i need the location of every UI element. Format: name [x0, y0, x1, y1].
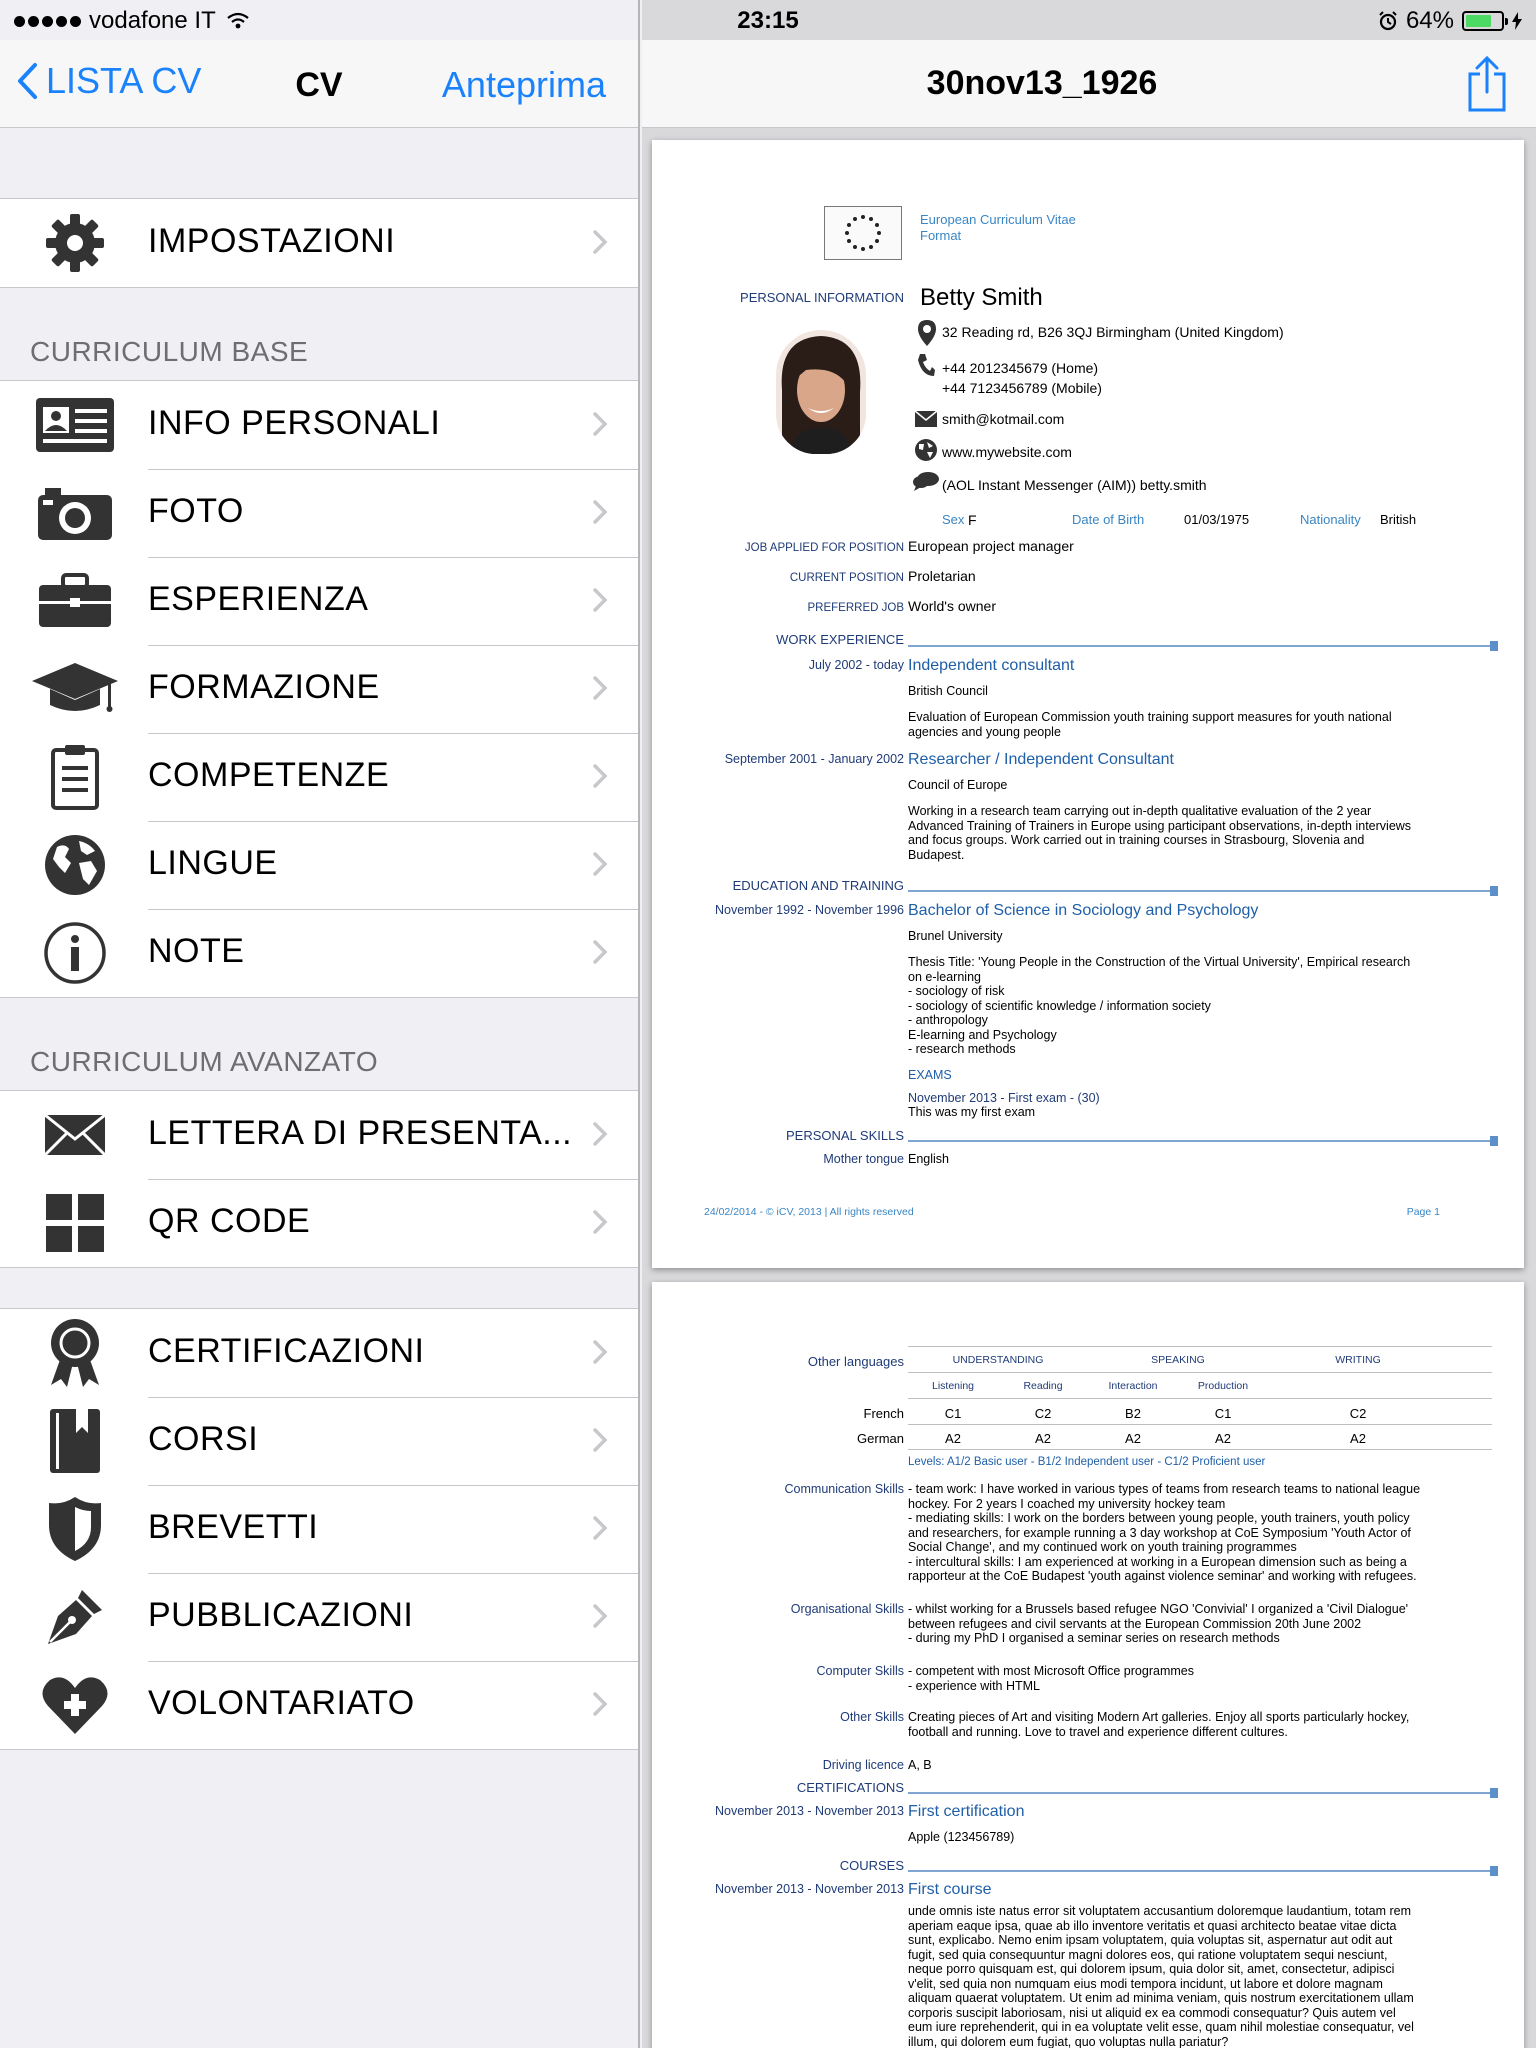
chevron-right-icon — [592, 1427, 608, 1453]
cv-email[interactable]: smith@kotmail.com — [942, 411, 1065, 427]
course-date: November 2013 - November 2013 — [715, 1882, 904, 1896]
menu-item-experience[interactable] — [0, 557, 638, 645]
desc-line: hockey. For 2 years I coached my university hockey team — [908, 1496, 1226, 1511]
desc-line: - competent with most Microsoft Office programmes — [908, 1664, 1194, 1678]
work-title: Independent consultant — [908, 657, 1075, 674]
section-rule — [908, 890, 1492, 892]
eu-flag-logo — [824, 206, 902, 260]
settings-group — [0, 198, 638, 288]
section-rule — [908, 1792, 1492, 1794]
desc-line: unde omnis iste natus error sit voluptatem accusantium doloremque laudantium, totam rem — [908, 1904, 1412, 1918]
label-dob: Date of Birth — [1072, 512, 1145, 527]
chevron-right-icon — [592, 587, 608, 613]
menu-item-label: NOTE — [148, 932, 245, 970]
gear-icon — [30, 209, 120, 277]
europass-line1: European Curriculum Vitae — [920, 212, 1076, 227]
label-education: EDUCATION AND TRAINING — [732, 878, 904, 893]
lang-level: C2 — [1349, 1406, 1367, 1421]
menu-item-certifications[interactable] — [0, 1309, 638, 1397]
cert-title: First certification — [908, 1803, 1025, 1820]
desc-line: illum, qui dolorem eum fugiat, quo voluptas nulla pariatur? — [908, 2034, 1229, 2048]
label-exams: EXAMS — [908, 1068, 952, 1082]
qr-code-icon — [30, 1189, 120, 1257]
chevron-right-icon — [592, 1603, 608, 1629]
work-date: July 2002 - today — [808, 658, 904, 672]
table-head: WRITING — [1335, 1354, 1381, 1366]
desc-line: Social Change', and my continued work on youth training programmes — [908, 1540, 1297, 1554]
heart-plus-icon — [30, 1671, 120, 1739]
desc-line: - experience with HTML — [908, 1678, 1040, 1693]
chevron-right-icon — [592, 411, 608, 437]
chevron-right-icon — [592, 851, 608, 877]
document-title: 30nov13_1926 — [926, 64, 1158, 102]
menu-item-courses[interactable] — [0, 1397, 638, 1485]
europass-title — [920, 212, 1076, 244]
desc-line: Advanced Training of Trainers in Europe using participant observations, in-depth interviews — [908, 818, 1412, 833]
menu-item-patents[interactable] — [0, 1485, 638, 1573]
clock: 23:15 — [737, 7, 799, 34]
menu-item-settings[interactable] — [0, 199, 638, 287]
desc-line: between refugees and civil servants at the European Commission 20th June 2002 — [908, 1616, 1362, 1631]
cv-dob: 01/03/1975 — [1184, 512, 1250, 527]
cv-phones — [942, 358, 1102, 398]
menu-item-notes[interactable] — [0, 909, 638, 997]
menu-item-label: INFO PERSONALI — [148, 404, 441, 442]
cv-job-applied: European project manager — [908, 538, 1074, 554]
cv-phone-home: +44 2012345679 (Home) — [942, 360, 1099, 376]
label-personal-skills: PERSONAL SKILLS — [785, 1128, 904, 1143]
driving-text: A, B — [908, 1758, 932, 1772]
page-number: Page 1 — [1406, 1206, 1440, 1218]
chevron-right-icon — [592, 1209, 608, 1235]
table-subhead: Reading — [1023, 1380, 1063, 1392]
master-navbar — [0, 40, 638, 128]
label-personal-info: PERSONAL INFORMATION — [740, 290, 904, 305]
menu-item-label: LINGUE — [148, 844, 278, 882]
desc-line: - sociology of scientific knowledge / information society — [908, 998, 1211, 1013]
menu-item-photo[interactable] — [0, 469, 638, 557]
map-pin-icon — [916, 318, 938, 348]
desc-line: Creating pieces of Art and visiting Modern Art galleries. Enjoy all sports particularly hockey, — [908, 1710, 1410, 1724]
lang-level: C2 — [1034, 1406, 1052, 1421]
master-title: CV — [295, 66, 343, 104]
chevron-right-icon — [592, 675, 608, 701]
organisational-text — [908, 1602, 1408, 1646]
chevron-right-icon — [592, 1515, 608, 1541]
charging-bolt-icon — [1512, 12, 1522, 30]
battery-icon — [1462, 11, 1504, 31]
edu-title: Bachelor of Science in Sociology and Psychology — [908, 902, 1259, 919]
share-icon[interactable] — [1466, 56, 1508, 112]
advanced-group — [0, 1090, 638, 1268]
globe-icon — [30, 831, 120, 899]
desc-line: - team work: I have worked in various types of teams from research teams to national league — [908, 1482, 1421, 1496]
communication-text — [908, 1482, 1420, 1584]
graduation-cap-icon — [30, 655, 120, 723]
label-certifications: CERTIFICATIONS — [796, 1780, 904, 1795]
table-line — [908, 1372, 1492, 1373]
chevron-right-icon — [592, 229, 608, 255]
course-desc — [908, 1904, 1414, 2048]
menu-item-label: PUBBLICAZIONI — [148, 1596, 414, 1634]
exam-item: November 2013 - First exam - (30) — [908, 1091, 1100, 1105]
cv-address: 32 Reading rd, B26 3QJ Birmingham (United Kingdom) — [942, 324, 1284, 340]
cert-date: November 2013 - November 2013 — [715, 1804, 904, 1818]
desc-line: sunt, explicabo. Nemo enim ipsam voluptatem, quia voluptas sit, aspernatur aut odit aut — [908, 1933, 1393, 1947]
desc-line: corporis suscipit laboriosam, nisi ut aliquid ex ea commodi consequatur? Quis autem vel — [908, 2005, 1396, 2020]
section-header-base: CURRICULUM BASE — [30, 336, 309, 367]
label-other-skills: Other Skills — [840, 1710, 904, 1724]
chevron-right-icon — [592, 499, 608, 525]
chat-bubble-icon — [912, 470, 940, 492]
label-other-languages: Other languages — [807, 1354, 904, 1369]
desc-line: agencies and young people — [908, 724, 1061, 739]
back-button-label: LISTA CV — [46, 60, 202, 101]
cert-org: Apple (123456789) — [908, 1830, 1015, 1844]
id-card-icon — [30, 391, 120, 459]
desc-line: E-learning and Psychology — [908, 1027, 1057, 1042]
work-org: Council of Europe — [908, 778, 1008, 792]
table-subhead: Production — [1197, 1380, 1249, 1392]
chevron-right-icon — [592, 1691, 608, 1717]
clipboard-icon — [30, 743, 120, 811]
table-subhead: Listening — [931, 1380, 975, 1392]
master-pane — [0, 0, 640, 2048]
cv-page-2[interactable] — [652, 1282, 1524, 2048]
book-icon — [30, 1407, 120, 1475]
page-footer: 24/02/2014 - © iCV, 2013 | All rights reserved — [704, 1206, 914, 1218]
desc-line: v'elit, sed quia non numquam eius modi tempora incidunt, ut labore et dolore magnam — [908, 1976, 1383, 1991]
work-title: Researcher / Independent Consultant — [908, 751, 1174, 768]
lang-name: French — [863, 1406, 904, 1421]
menu-item-skills[interactable] — [0, 733, 638, 821]
label-mother-tongue: Mother tongue — [823, 1152, 904, 1166]
desc-line: - intercultural skills: I am experienced at working in a European dimension such as being a — [908, 1554, 1407, 1569]
menu-item-label: FOTO — [148, 492, 244, 530]
cv-current-position: Proletarian — [908, 568, 976, 584]
desc-line: - anthropology — [908, 1013, 988, 1027]
lang-level: C1 — [944, 1406, 962, 1421]
desc-line: Evaluation of European Commission youth training support measures for youth national — [908, 710, 1392, 724]
section-header-advanced: CURRICULUM AVANZATO — [30, 1046, 379, 1077]
award-ribbon-icon — [30, 1319, 120, 1387]
chevron-right-icon — [592, 1339, 608, 1365]
camera-icon — [30, 479, 120, 547]
label-nationality: Nationality — [1300, 512, 1361, 527]
desc-line: Budapest. — [908, 847, 965, 862]
lang-level: A2 — [1035, 1431, 1051, 1446]
lang-level: B2 — [1125, 1406, 1141, 1421]
table-line — [908, 1398, 1492, 1399]
course-title: First course — [908, 1881, 992, 1898]
extra-group — [0, 1308, 638, 1750]
label-current-position: CURRENT POSITION — [789, 572, 904, 584]
label-courses: COURSES — [839, 1858, 904, 1873]
table-head: SPEAKING — [1151, 1354, 1205, 1366]
table-head: UNDERSTANDING — [952, 1354, 1044, 1366]
lang-level: C1 — [1214, 1406, 1232, 1421]
status-bar — [0, 0, 1536, 40]
fountain-pen-icon — [30, 1583, 120, 1651]
menu-item-languages[interactable] — [0, 821, 638, 909]
menu-item-label: BREVETTI — [148, 1508, 319, 1546]
info-icon — [30, 919, 120, 987]
cv-page-1[interactable] — [652, 140, 1524, 1268]
work-desc — [908, 710, 1392, 739]
cv-name: Betty Smith — [920, 284, 1043, 311]
table-line — [908, 1449, 1492, 1450]
desc-line: - sociology of risk — [908, 984, 1005, 998]
battery-percent: 64% — [1405, 7, 1454, 34]
menu-item-label: CORSI — [148, 1420, 259, 1458]
menu-item-label: FORMAZIONE — [148, 668, 380, 706]
lang-level: A2 — [1215, 1431, 1231, 1446]
edu-org: Brunel University — [908, 929, 1003, 943]
menu-item-cover-letter[interactable] — [0, 1091, 638, 1179]
menu-item-label: IMPOSTAZIONI — [148, 222, 396, 260]
desc-line: eum iure reprehenderit, qui in ea voluptate velit esse, quam nihil molestiae consequatur, vel — [908, 2020, 1414, 2034]
menu-item-label: VOLONTARIATO — [148, 1684, 415, 1722]
desc-line: fugit, sed quia consequuntur magni dolores eos, qui ratione voluptatem sequi nesciunt, — [908, 1947, 1388, 1962]
section-rule — [908, 1140, 1492, 1142]
menu-item-label: CERTIFICAZIONI — [148, 1332, 425, 1370]
europass-line2: Format — [920, 228, 962, 243]
cv-preferred-job: World's owner — [908, 598, 996, 614]
label-computer: Computer Skills — [816, 1664, 904, 1678]
desc-line: football and running. Love to travel and experience different cultures. — [908, 1724, 1288, 1739]
shield-icon — [30, 1495, 120, 1563]
cv-website[interactable]: www.mywebsite.com — [942, 444, 1072, 460]
desc-line: - mediating skills: I work on the borders between young people, youth trainers, youth policy — [908, 1511, 1410, 1525]
lang-level: A2 — [1350, 1431, 1366, 1446]
chevron-right-icon — [592, 763, 608, 789]
cv-phone-mobile: +44 7123456789 (Mobile) — [942, 380, 1102, 396]
desc-line: - research methods — [908, 1042, 1016, 1056]
lang-levels-legend: Levels: A1/2 Basic user - B1/2 Independent user - C1/2 Proficient user — [908, 1456, 1266, 1468]
battery-info — [1378, 7, 1522, 35]
work-date: September 2001 - January 2002 — [724, 752, 904, 766]
menu-item-label: COMPETENZE — [148, 756, 390, 794]
label-preferred-job: PREFERRED JOB — [807, 602, 904, 614]
phone-icon — [916, 352, 936, 378]
base-group — [0, 380, 638, 998]
desc-line: - whilst working for a Brussels based refugee NGO 'Convivial' I organized a 'Civil Dialogue' — [908, 1602, 1409, 1616]
section-rule — [908, 1870, 1492, 1872]
chevron-right-icon — [592, 939, 608, 965]
menu-item-qr-code[interactable] — [0, 1179, 638, 1267]
cv-nationality: British — [1380, 512, 1417, 527]
desc-line: aperiam eaque ipsa, quae ab illo inventore veritatis et quasi architecto beatae vitae dicta — [908, 1918, 1397, 1933]
menu-item-personal-info[interactable] — [0, 381, 638, 469]
desc-line: Working in a research team carrying out in-depth qualitative evaluation of the 2 year — [908, 804, 1372, 818]
carrier-name: vodafone IT — [89, 7, 216, 34]
label-communication: Communication Skills — [784, 1482, 904, 1496]
desc-line: and focus groups. Work carried out in training courses in Strasbourg, Slovenia and — [908, 833, 1365, 847]
desc-line: on e-learning — [908, 969, 981, 984]
table-line — [908, 1424, 1492, 1425]
alarm-icon — [1378, 11, 1398, 31]
desc-line: - during my PhD I organised a seminar series on research methods — [908, 1631, 1280, 1645]
label-work-experience: WORK EXPERIENCE — [776, 632, 904, 647]
lang-name: German — [857, 1431, 904, 1446]
menu-item-volunteering[interactable] — [0, 1661, 638, 1749]
desc-line: and researchers, for example running a 3 day workshop at CoE Symposium 'Youth Actor of — [908, 1525, 1411, 1540]
table-line — [908, 1346, 1492, 1347]
cv-mother-tongue: English — [908, 1152, 949, 1166]
globe-icon — [914, 438, 938, 462]
edu-desc — [908, 955, 1410, 1057]
desc-line: neque porro quisquam est, qui dolorem ipsum, quia dolor sit, amet, consectetur, adipisci — [908, 1962, 1395, 1976]
label-sex: Sex — [942, 512, 965, 527]
section-rule — [908, 645, 1492, 647]
cv-im: (AOL Instant Messenger (AIM)) betty.smith — [942, 477, 1207, 493]
menu-item-education[interactable] — [0, 645, 638, 733]
desc-line: rapporteur at the CoE Budapest 'youth against violence seminar' and working with refugees. — [908, 1569, 1417, 1583]
envelope-icon — [30, 1101, 120, 1169]
cv-sex: F — [968, 512, 977, 528]
edu-date: November 1992 - November 1996 — [715, 903, 904, 917]
envelope-icon — [914, 410, 938, 428]
preview-button[interactable]: Anteprima — [441, 64, 606, 105]
label-organisational: Organisational Skills — [790, 1602, 904, 1616]
work-desc — [908, 804, 1411, 862]
menu-item-publications[interactable] — [0, 1573, 638, 1661]
work-org: British Council — [908, 684, 988, 698]
lang-level: A2 — [945, 1431, 961, 1446]
detail-pane — [642, 0, 1536, 2048]
briefcase-icon — [30, 567, 120, 635]
desc-line: Thesis Title: 'Young People in the Construction of the Virtual University', Empirical research — [908, 955, 1411, 969]
label-job-applied: JOB APPLIED FOR POSITION — [744, 542, 904, 554]
menu-item-label: LETTERA DI PRESENTA... — [148, 1114, 573, 1152]
chevron-right-icon — [592, 1121, 608, 1147]
label-driving: Driving licence — [822, 1758, 904, 1772]
lang-level: A2 — [1125, 1431, 1141, 1446]
other-skills-text — [908, 1710, 1409, 1739]
computer-text — [908, 1664, 1194, 1693]
exam-desc: This was my first exam — [908, 1105, 1036, 1119]
table-subhead: Interaction — [1108, 1380, 1158, 1392]
profile-photo — [776, 330, 866, 454]
detail-navbar — [642, 40, 1536, 128]
menu-item-label: ESPERIENZA — [148, 580, 369, 618]
desc-line: aliquam quaerat voluptatem. Ut enim ad minima veniam, quis nostrum exercitationem ullam — [908, 1991, 1414, 2005]
menu-item-label: QR CODE — [148, 1202, 311, 1240]
